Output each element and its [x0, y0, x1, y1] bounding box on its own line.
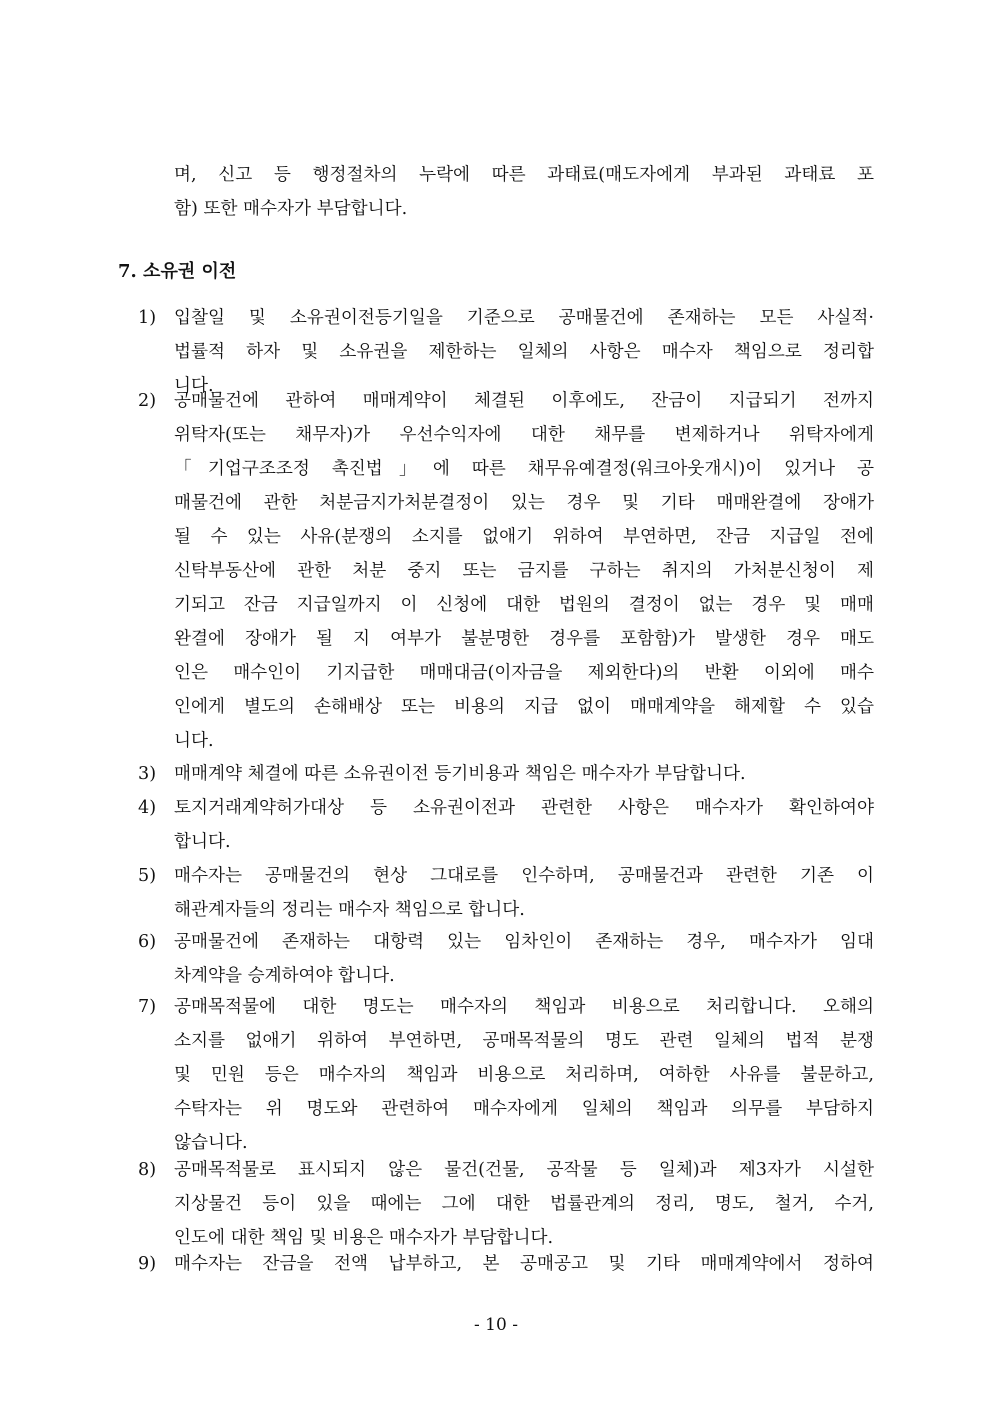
list-item-line: 매수자는 공매물건의 현상 그대로를 인수하며, 공매물건과 관련한 기존 이	[174, 866, 874, 886]
list-item-number: 9)	[138, 1254, 157, 1274]
list-item-line: 매매계약 체결에 따른 소유권이전 등기비용과 책임은 매수자가 부담합니다.	[174, 764, 746, 784]
list-item-number: 2)	[138, 391, 157, 411]
list-item-line: 매물건에 관한 처분금지가처분결정이 있는 경우 및 기타 매매완결에 장애가	[174, 493, 874, 513]
list-item-line: 완결에 장애가 될 지 여부가 불분명한 경우를 포함함)가 발생한 경우 매도	[174, 629, 874, 649]
list-item-number: 8)	[138, 1160, 157, 1180]
list-item-line: 토지거래계약허가대상 등 소유권이전과 관련한 사항은 매수자가 확인하여야	[174, 798, 874, 818]
list-item-number: 5)	[138, 866, 157, 886]
list-item-line: 위탁자(또는 채무자)가 우선수익자에 대한 채무를 변제하거나 위탁자에게	[174, 425, 874, 445]
section-heading: 7. 소유권 이전	[118, 261, 237, 282]
list-item-line: 지상물건 등이 있을 때에는 그에 대한 법률관계의 정리, 명도, 철거, 수거,	[174, 1194, 874, 1214]
list-item-line: 소지를 없애기 위하여 부연하면, 공매목적물의 명도 관련 일체의 법적 분쟁	[174, 1031, 874, 1051]
list-item-line: 될 수 있는 사유(분쟁의 소지를 없애기 위하여 부연하면, 잔금 지급일 전에	[174, 527, 874, 547]
list-item-line: 차계약을 승계하여야 합니다.	[174, 966, 395, 986]
list-item-line: 수탁자는 위 명도와 관련하여 매수자에게 일체의 책임과 의무를 부담하지	[174, 1099, 874, 1119]
list-item-line: 공매목적물에 대한 명도는 매수자의 책임과 비용으로 처리합니다. 오해의	[174, 997, 874, 1017]
list-item-number: 7)	[138, 997, 157, 1017]
list-item-line: 매수자는 잔금을 전액 납부하고, 본 공매공고 및 기타 매매계약에서 정하여	[174, 1254, 874, 1274]
list-item-line: 공매물건에 존재하는 대항력 있는 임차인이 존재하는 경우, 매수자가 임대	[174, 932, 874, 952]
list-item-line: 입찰일 및 소유권이전등기일을 기준으로 공매물건에 존재하는 모든 사실적·	[174, 308, 874, 328]
intro-line: 며, 신고 등 행정절차의 누락에 따른 과태료(매도자에게 부과된 과태료 포	[174, 165, 874, 185]
list-item-number: 4)	[138, 798, 157, 818]
list-item-line: 않습니다.	[174, 1133, 248, 1153]
list-item-number: 1)	[138, 308, 157, 328]
list-item-line: 및 민원 등은 매수자의 책임과 비용으로 처리하며, 여하한 사유를 불문하고,	[174, 1065, 874, 1085]
list-item-line: 공매목적물로 표시되지 않은 물건(건물, 공작물 등 일체)과 제3자가 시설한	[174, 1160, 874, 1180]
list-item-line: 기되고 잔금 지급일까지 이 신청에 대한 법원의 결정이 없는 경우 및 매매	[174, 595, 874, 615]
list-item-line: 해관계자들의 정리는 매수자 책임으로 합니다.	[174, 900, 525, 920]
list-item-line: 신탁부동산에 관한 처분 중지 또는 금지를 구하는 취지의 가처분신청이 제	[174, 561, 874, 581]
page-number: - 10 -	[474, 1315, 518, 1335]
list-item-line: 인은 매수인이 기지급한 매매대금(이자금을 제외한다)의 반환 이외에 매수	[174, 663, 874, 683]
list-item-line: 인도에 대한 책임 및 비용은 매수자가 부담합니다.	[174, 1228, 554, 1248]
list-item-line: 합니다.	[174, 832, 231, 852]
list-item-line: 법률적 하자 및 소유권을 제한하는 일체의 사항은 매수자 책임으로 정리합	[174, 342, 874, 362]
list-item-line: 니다.	[174, 731, 214, 751]
list-item-number: 6)	[138, 932, 157, 952]
list-item-line: 「기업구조조정 촉진법」에 따른 채무유예결정(워크아웃개시)이 있거나 공	[174, 459, 874, 479]
list-item-line: 공매물건에 관하여 매매계약이 체결된 이후에도, 잔금이 지급되기 전까지	[174, 391, 874, 411]
list-item-line: 니다.	[174, 376, 214, 396]
list-item-number: 3)	[138, 764, 157, 784]
list-item-line: 인에게 별도의 손해배상 또는 비용의 지급 없이 매매계약을 해제할 수 있습	[174, 697, 874, 717]
intro-line: 함) 또한 매수자가 부담합니다.	[174, 199, 408, 219]
